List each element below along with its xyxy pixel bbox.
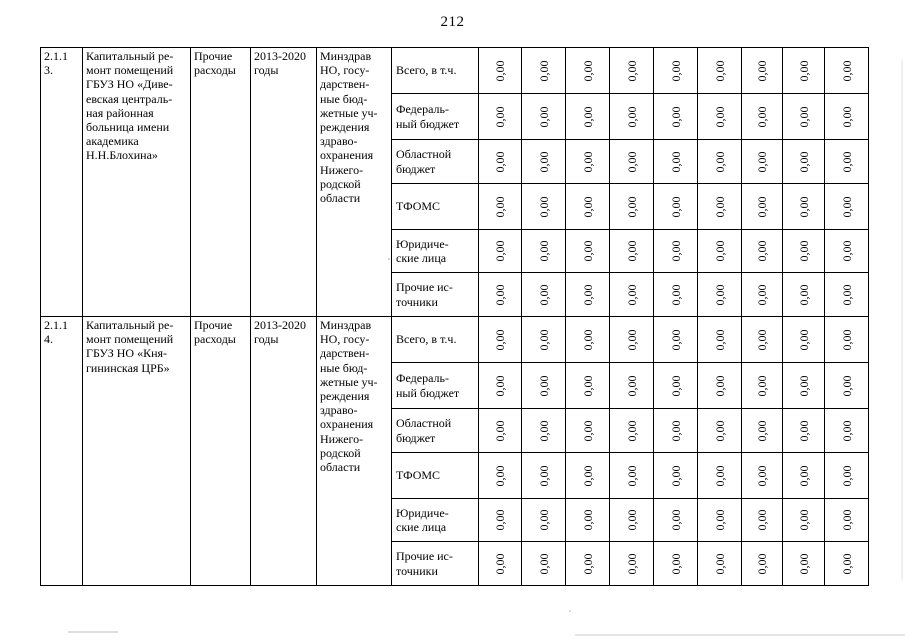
value-text: 0,00: [712, 60, 727, 81]
table-body: [41, 48, 869, 586]
value-text: 0,00: [536, 465, 551, 486]
value-text: 0,00: [536, 329, 551, 350]
value-text: 0,00: [668, 284, 683, 305]
value-cell: [825, 317, 869, 363]
value-cell: [566, 409, 610, 453]
value-cell: [783, 499, 825, 542]
value-cell: [654, 48, 698, 94]
funding-source-cell: ТФОМС: [392, 184, 479, 230]
value-cell: [825, 542, 869, 586]
value-text: 0,00: [580, 329, 595, 350]
value-text: 0,00: [580, 106, 595, 127]
value-cell: [610, 363, 654, 409]
value-cell: [825, 230, 869, 273]
value-text: 0,00: [712, 375, 727, 396]
value-text: 0,00: [668, 60, 683, 81]
value-text: 0,00: [839, 106, 854, 127]
value-text: 0,00: [668, 106, 683, 127]
value-cell: [742, 542, 783, 586]
value-text: 0,00: [839, 509, 854, 531]
value-cell: [610, 184, 654, 230]
value-text: 0,00: [536, 553, 551, 574]
value-cell: [742, 140, 783, 184]
value-cell: [654, 184, 698, 230]
value-text: 0,00: [839, 420, 854, 441]
value-cell: [698, 140, 742, 184]
value-cell: [479, 273, 522, 317]
value-cell: [825, 363, 869, 409]
value-text: 0,00: [712, 420, 727, 441]
funding-source-cell: Прочие ис- точники: [392, 273, 479, 317]
funding-source-cell: Областной бюджет: [392, 140, 479, 184]
value-text: 0,00: [796, 151, 811, 172]
value-cell: [783, 409, 825, 453]
value-text: 0,00: [492, 151, 507, 172]
value-cell: [654, 363, 698, 409]
value-cell: [522, 542, 566, 586]
value-text: 0,00: [754, 375, 769, 396]
value-text: 0,00: [624, 509, 639, 531]
value-cell: [698, 48, 742, 94]
value-text: 0,00: [580, 151, 595, 172]
value-text: 0,00: [839, 60, 854, 81]
value-cell: [522, 94, 566, 140]
value-text: 0,00: [580, 240, 595, 262]
value-cell: [479, 542, 522, 586]
value-text: 0,00: [492, 240, 507, 262]
value-text: 0,00: [492, 106, 507, 127]
value-cell: [742, 184, 783, 230]
value-cell: [610, 94, 654, 140]
value-text: 0,00: [712, 196, 727, 217]
table-row: [41, 48, 869, 94]
value-cell: [566, 453, 610, 499]
value-cell: [742, 94, 783, 140]
value-cell: [654, 542, 698, 586]
value-text: 0,00: [796, 553, 811, 574]
expense-type-cell: Прочие расходы: [191, 48, 251, 317]
value-text: 0,00: [754, 509, 769, 531]
value-cell: [742, 453, 783, 499]
value-text: 0,00: [712, 465, 727, 486]
funding-source-cell: Областной бюджет: [392, 409, 479, 453]
value-cell: [610, 230, 654, 273]
value-text: 0,00: [839, 240, 854, 262]
item-code-cell: 2.1.1 3.: [41, 48, 83, 317]
value-cell: [610, 409, 654, 453]
value-text: 0,00: [796, 196, 811, 217]
item-name-cell: Капитальный ре- монт помещений ГБУЗ НО «Кня- гининская ЦРБ»: [83, 317, 191, 586]
value-cell: [825, 94, 869, 140]
value-text: 0,00: [668, 553, 683, 574]
value-text: 0,00: [624, 284, 639, 305]
value-cell: [742, 363, 783, 409]
value-cell: [742, 230, 783, 273]
value-cell: [522, 48, 566, 94]
value-text: 0,00: [668, 420, 683, 441]
value-cell: [742, 499, 783, 542]
value-cell: [825, 184, 869, 230]
table-row: [41, 317, 869, 363]
value-text: 0,00: [536, 106, 551, 127]
value-text: 0,00: [754, 284, 769, 305]
value-text: 0,00: [668, 196, 683, 217]
value-cell: [522, 230, 566, 273]
value-cell: [654, 409, 698, 453]
value-cell: [825, 273, 869, 317]
value-cell: [610, 140, 654, 184]
value-cell: [783, 230, 825, 273]
value-cell: [610, 542, 654, 586]
value-cell: [566, 140, 610, 184]
value-text: 0,00: [492, 60, 507, 81]
executor-cell: Минздрав НО, госу- дарствен- ные бюд- жетные уч- реждения здраво- охранения Нижего- родской области: [317, 48, 392, 317]
value-cell: [698, 453, 742, 499]
value-text: 0,00: [839, 375, 854, 396]
value-text: 0,00: [712, 553, 727, 574]
value-cell: [522, 140, 566, 184]
value-cell: [610, 453, 654, 499]
value-text: 0,00: [712, 151, 727, 172]
value-text: 0,00: [668, 465, 683, 486]
value-cell: [654, 94, 698, 140]
value-text: 0,00: [624, 196, 639, 217]
value-text: 0,00: [624, 240, 639, 262]
value-text: 0,00: [839, 465, 854, 486]
value-cell: [698, 273, 742, 317]
value-cell: [783, 184, 825, 230]
funding-source-cell: Федераль- ный бюджет: [392, 94, 479, 140]
value-text: 0,00: [754, 553, 769, 574]
value-cell: [566, 499, 610, 542]
value-text: 0,00: [624, 151, 639, 172]
value-text: 0,00: [712, 106, 727, 127]
value-text: 0,00: [580, 420, 595, 441]
value-text: 0,00: [624, 553, 639, 574]
value-cell: [522, 184, 566, 230]
value-cell: [742, 409, 783, 453]
value-cell: [479, 453, 522, 499]
value-cell: [479, 94, 522, 140]
value-text: 0,00: [796, 240, 811, 262]
value-cell: [566, 230, 610, 273]
value-text: 0,00: [712, 509, 727, 531]
value-text: 0,00: [796, 60, 811, 81]
value-text: 0,00: [796, 284, 811, 305]
value-cell: [654, 230, 698, 273]
value-text: 0,00: [754, 329, 769, 350]
value-cell: [783, 273, 825, 317]
value-text: 0,00: [536, 284, 551, 305]
value-cell: [566, 317, 610, 363]
value-cell: [610, 273, 654, 317]
value-text: 0,00: [580, 465, 595, 486]
value-text: 0,00: [796, 465, 811, 486]
value-text: 0,00: [580, 60, 595, 81]
expense-type-cell: Прочие расходы: [191, 317, 251, 586]
value-cell: [783, 542, 825, 586]
value-cell: [825, 140, 869, 184]
value-text: 0,00: [624, 465, 639, 486]
value-text: 0,00: [624, 60, 639, 81]
value-cell: [783, 94, 825, 140]
value-cell: [566, 542, 610, 586]
value-cell: [654, 499, 698, 542]
value-cell: [479, 363, 522, 409]
value-text: 0,00: [624, 420, 639, 441]
value-text: 0,00: [536, 60, 551, 81]
value-cell: [522, 317, 566, 363]
value-cell: [479, 48, 522, 94]
value-cell: [698, 542, 742, 586]
value-text: 0,00: [754, 420, 769, 441]
value-text: 0,00: [839, 151, 854, 172]
value-cell: [479, 140, 522, 184]
value-cell: [783, 140, 825, 184]
value-text: 0,00: [796, 509, 811, 531]
value-cell: [698, 184, 742, 230]
value-cell: [479, 230, 522, 273]
value-text: 0,00: [492, 329, 507, 350]
value-text: 0,00: [580, 375, 595, 396]
value-cell: [698, 317, 742, 363]
value-text: 0,00: [492, 420, 507, 441]
value-cell: [742, 48, 783, 94]
budget-table: [40, 47, 869, 586]
value-cell: [825, 409, 869, 453]
value-text: 0,00: [668, 151, 683, 172]
value-text: 0,00: [754, 240, 769, 262]
item-code-cell: 2.1.1 4.: [41, 317, 83, 586]
value-text: 0,00: [536, 375, 551, 396]
value-text: 0,00: [580, 196, 595, 217]
value-cell: [825, 453, 869, 499]
value-text: 0,00: [839, 196, 854, 217]
value-text: 0,00: [492, 553, 507, 574]
value-text: 0,00: [712, 329, 727, 350]
value-cell: [783, 48, 825, 94]
value-text: 0,00: [624, 329, 639, 350]
value-text: 0,00: [712, 240, 727, 262]
value-cell: [522, 273, 566, 317]
value-cell: [522, 499, 566, 542]
value-cell: [566, 184, 610, 230]
value-cell: [566, 273, 610, 317]
value-cell: [825, 48, 869, 94]
value-cell: [522, 409, 566, 453]
value-text: 0,00: [754, 465, 769, 486]
value-cell: [783, 453, 825, 499]
value-text: 0,00: [754, 106, 769, 127]
value-cell: [783, 363, 825, 409]
value-text: 0,00: [668, 329, 683, 350]
value-cell: [522, 453, 566, 499]
value-text: 0,00: [580, 553, 595, 574]
period-cell: 2013-2020 годы: [251, 317, 317, 586]
value-cell: [698, 94, 742, 140]
value-cell: [698, 409, 742, 453]
value-cell: [610, 499, 654, 542]
value-cell: [654, 140, 698, 184]
page-number: 212: [440, 14, 465, 30]
value-text: 0,00: [536, 196, 551, 217]
value-text: 0,00: [668, 240, 683, 262]
value-text: 0,00: [796, 420, 811, 441]
funding-source-cell: Прочие ис- точники: [392, 542, 479, 586]
value-text: 0,00: [492, 284, 507, 305]
value-text: 0,00: [536, 509, 551, 531]
value-text: 0,00: [492, 196, 507, 217]
value-cell: [610, 48, 654, 94]
value-text: 0,00: [754, 60, 769, 81]
value-text: 0,00: [796, 329, 811, 350]
executor-cell: Минздрав НО, госу- дарствен- ные бюд- жетные уч- реждения здраво- охранения Нижего- родской области: [317, 317, 392, 586]
value-text: 0,00: [580, 284, 595, 305]
value-text: 0,00: [492, 509, 507, 531]
value-cell: [479, 184, 522, 230]
value-text: 0,00: [536, 151, 551, 172]
value-text: 0,00: [580, 509, 595, 531]
funding-source-cell: Юридиче- ские лица: [392, 499, 479, 542]
value-text: 0,00: [536, 420, 551, 441]
value-text: 0,00: [624, 375, 639, 396]
value-text: 0,00: [839, 284, 854, 305]
value-cell: [654, 273, 698, 317]
period-cell: 2013-2020 годы: [251, 48, 317, 317]
value-text: 0,00: [839, 329, 854, 350]
value-text: 0,00: [668, 509, 683, 531]
funding-source-cell: Всего, в т.ч.: [392, 48, 479, 94]
value-text: 0,00: [796, 106, 811, 127]
value-cell: [698, 230, 742, 273]
value-cell: [654, 317, 698, 363]
value-text: 0,00: [796, 375, 811, 396]
value-cell: [566, 94, 610, 140]
value-cell: [698, 499, 742, 542]
value-cell: [522, 363, 566, 409]
value-cell: [654, 453, 698, 499]
value-text: 0,00: [492, 465, 507, 486]
item-name-cell: Капитальный ре- монт помещений ГБУЗ НО «Диве- евская централь- ная районная больница имени академика Н.Н.Блохина»: [83, 48, 191, 317]
funding-source-cell: Юридиче- ские лица: [392, 230, 479, 273]
value-text: 0,00: [492, 375, 507, 396]
value-cell: [825, 499, 869, 542]
value-cell: [566, 363, 610, 409]
value-text: 0,00: [712, 284, 727, 305]
value-cell: [610, 317, 654, 363]
value-text: 0,00: [754, 196, 769, 217]
value-text: 0,00: [754, 151, 769, 172]
value-cell: [783, 317, 825, 363]
value-cell: [479, 317, 522, 363]
funding-source-cell: ТФОМС: [392, 453, 479, 499]
value-cell: [479, 499, 522, 542]
value-text: 0,00: [839, 553, 854, 574]
funding-source-cell: Федераль- ный бюджет: [392, 363, 479, 409]
value-cell: [742, 317, 783, 363]
value-cell: [566, 48, 610, 94]
value-text: 0,00: [668, 375, 683, 396]
value-cell: [698, 363, 742, 409]
value-text: 0,00: [624, 106, 639, 127]
value-cell: [479, 409, 522, 453]
value-text: 0,00: [536, 240, 551, 262]
value-cell: [742, 273, 783, 317]
funding-source-cell: Всего, в т.ч.: [392, 317, 479, 363]
